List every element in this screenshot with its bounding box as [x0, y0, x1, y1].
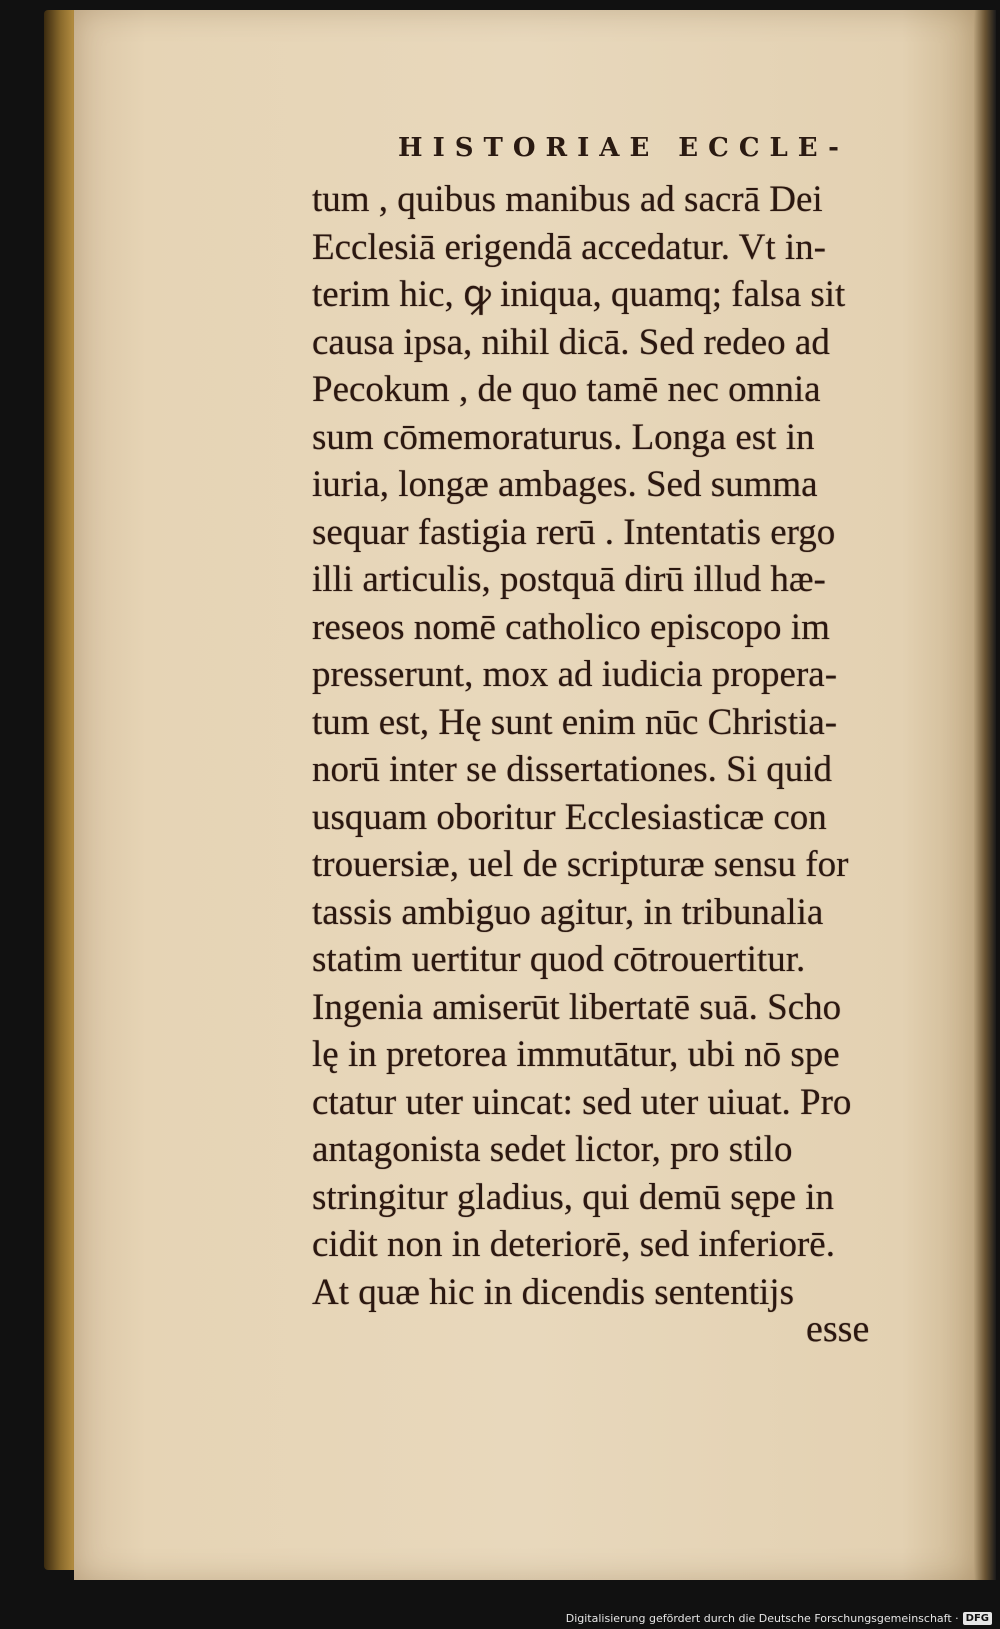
text-line: cidit non in deteriorē, sed inferiorē.: [312, 1224, 835, 1265]
text-line: statim uertitur quod cōtrouertitur.: [312, 939, 806, 980]
text-line: tum est, Hę sunt enim nūc Christia-: [312, 701, 838, 743]
text-line: iuria, longæ ambages. Sed summa: [312, 464, 818, 505]
text-line: reseos nomē catholico episcopo im: [312, 606, 830, 648]
text-line: sequar fastigia rerū . Intentatis ergo: [312, 511, 836, 553]
footer-credit: Digitalisierung gefördert durch die Deutsche Forschungsgemeinschaft ·: [565, 1612, 959, 1625]
text-line: usquam oboritur Ecclesiasticæ con: [312, 796, 827, 838]
text-line: terim hic, ꝙ iniqua, quamq; falsa sit: [312, 274, 846, 315]
dfg-logo: DFG: [963, 1612, 992, 1625]
text-line: lę in pretorea immutātur, ubi nō spe: [312, 1034, 840, 1075]
text-line: illi articulis, postquā dirū illud hæ-: [312, 559, 826, 600]
text-line: ctatur uter uincat: sed uter uiuat. Pro: [312, 1081, 852, 1123]
text-line: Pecokum , de quo tamē nec omnia: [312, 369, 821, 410]
catchword: esse: [806, 1308, 870, 1350]
text-line: tum , quibus manibus ad sacrā Dei: [312, 179, 823, 220]
body-text: [312, 176, 952, 1316]
text-line: stringitur gladius, qui demū sępe in: [312, 1176, 835, 1218]
text-line: Ingenia amiserūt libertatē suā. Scho: [312, 986, 842, 1028]
text-line: tassis ambiguo agitur, in tribunalia: [312, 891, 824, 933]
text-line: norū inter se dissertationes. Si quid: [312, 749, 832, 790]
page-fore-edge: [974, 10, 996, 1580]
text-line: At quæ hic in dicendis sententijs: [312, 1271, 794, 1313]
text-line: Ecclesiā erigendā accedatur. Vt in-: [312, 226, 826, 268]
text-line: trouersiæ, uel de scripturæ sensu for: [312, 844, 849, 885]
text-line: presserunt, mox ad iudicia propera-: [312, 654, 838, 695]
text-line: antagonista sedet lictor, pro stilo: [312, 1129, 793, 1170]
running-head: HISTORIAE ECCLE-: [398, 133, 849, 163]
text-line: causa ipsa, nihil dicā. Sed redeo ad: [312, 321, 830, 363]
digitization-footer: [566, 1612, 992, 1625]
text-line: sum cōmemoraturus. Longa est in: [312, 416, 815, 458]
